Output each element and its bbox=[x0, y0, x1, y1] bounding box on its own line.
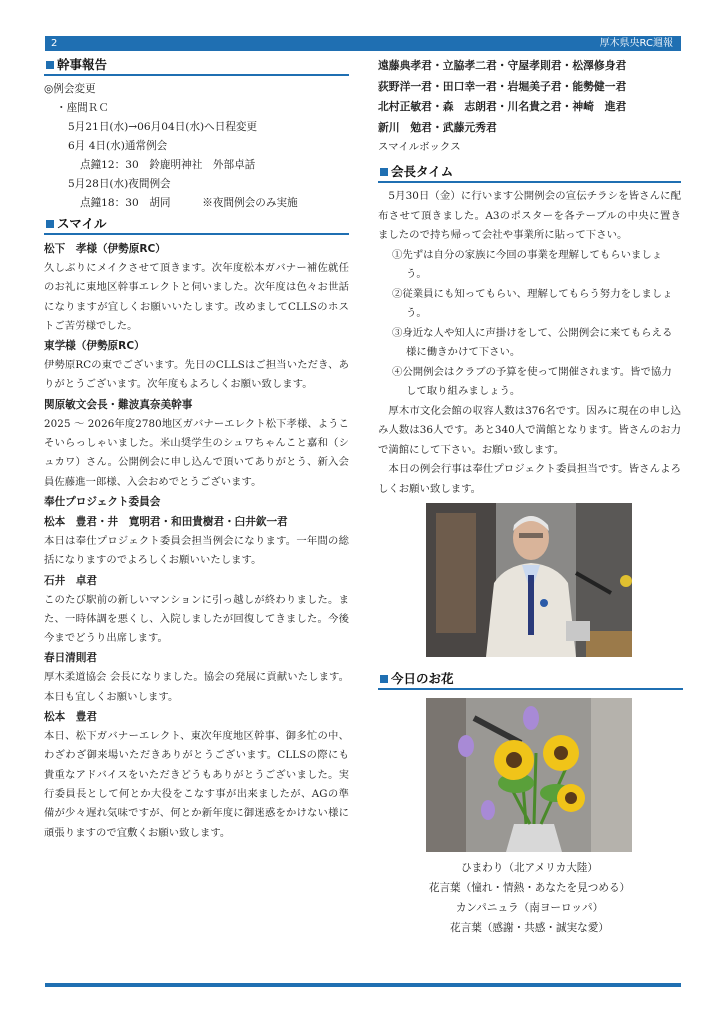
president-para-capacity: 厚木市文化会館の収容人数は376名です。因みに現在の申し込み人数は36人です。あと340人で満館となります。皆さんのお力で満館にして下さい。お願い致します。 bbox=[378, 404, 681, 456]
smile-text: 久しぶりにメイクさせて頂きます。次年度松本ガバナー補佐就任のお礼に東地区幹事エレクトと伺いました。次年度は色々お世話になりますが宜しくお願いいたします。改めましてCLLSのホストご苦労様でした。 bbox=[44, 262, 349, 332]
flower-caption: 花言葉（感謝・共感・誠実な愛） bbox=[450, 922, 609, 934]
todays-flower-heading: 今日のお花 bbox=[378, 670, 683, 690]
smile-text: 本日は奉仕プロジェクト委員会担当例会になります。一年間の総括になりますのでよろしくお願いいたします。 bbox=[44, 534, 349, 567]
names-line: 北村正敏君・森 志朗君・川名貴之君・神崎 進君 bbox=[378, 100, 627, 113]
right-column bbox=[378, 56, 681, 499]
president-item: ①先ずは自分の家族に今回の事業を理解してもらいましょう。 bbox=[392, 248, 663, 280]
smile-name: 東学様（伊勢原RC） bbox=[44, 340, 145, 353]
page-number: 2 bbox=[51, 38, 58, 49]
president-item: ③身近な人や知人に声掛けをして、公開例会に来てもらえる様に働きかけて下さい。 bbox=[392, 326, 673, 358]
names-line: 新川 勉君・武藤元秀君 bbox=[378, 120, 497, 134]
president-para-today: 本日の例会行事は奉仕プロジェクト委員担当です。皆さんよろしくお願い致します。 bbox=[378, 463, 681, 495]
smile-text: 2025 ～ 2026年度2780地区ガバナーエレクト松下孝様、ようこそいらっしゃいました。米山奨学生のシュワちゃんこと嘉和（シュカワ）さん。公開例会に申し込んで頂いてありがとう、新入会員佐藤進一郎様、入会おめでとうございます。 bbox=[44, 417, 349, 488]
kanji-line: 5月21日(水)→06月04日(水)へ日程変更 bbox=[68, 121, 258, 133]
kanji-line: 6月 4日(水)通常例会 bbox=[68, 140, 168, 152]
square-bullet-icon bbox=[46, 61, 54, 69]
smile-name: 奉仕プロジェクト委員会 bbox=[44, 495, 161, 508]
president-item: ②従業員にも知ってもらい、理解してもらう努力をしましょう。 bbox=[392, 287, 673, 319]
president-list bbox=[378, 246, 681, 402]
flower-captions bbox=[378, 858, 681, 938]
kanji-line: 点鐘18：30 胡同 ※夜間例会のみ実施 bbox=[80, 197, 298, 209]
flower-caption: ひまわり（北アメリカ大陸） bbox=[461, 862, 598, 874]
president-intro: 5月30日（金）に行います公開例会の宣伝チラシを皆さんに配布させて頂きました。A3のポスターを各テーブルの中央に置きましたので持ち帰って会社や事業所に貼って下さい。 bbox=[378, 190, 681, 241]
smile-name: 松下 孝様（伊勢原RC） bbox=[44, 243, 166, 255]
smile-name: 松本 豊君 bbox=[44, 711, 97, 724]
kanji-line: 5月28日(水)夜間例会 bbox=[68, 178, 171, 190]
smile-text: 伊勢原RCの東でございます。先日のCLLSはご担当いただき、ありがとうございます。次年度もよろしくお願い致します。 bbox=[44, 359, 349, 391]
smile-name: 関原敏文会長・難波真奈美幹事 bbox=[44, 398, 193, 411]
smile-heading: スマイル bbox=[44, 215, 349, 235]
kanji-line: ◎例会変更 bbox=[44, 83, 96, 95]
names-line: 遠藤典孝君・立脇孝二君・守屋孝則君・松澤修身君 bbox=[378, 59, 627, 72]
president-item: ④公開例会はクラブの予算を使って開催されます。皆で協力して取り組みましょう。 bbox=[392, 365, 672, 397]
names-line: 荻野洋一君・田口幸一君・岩堀美子君・能勢健一君 bbox=[378, 79, 627, 93]
flower-caption: 花言葉（憧れ・情熱・あなたを見つめる） bbox=[428, 882, 631, 894]
flower-caption: カンパニュラ（南ヨーロッパ） bbox=[455, 902, 604, 914]
kanji-report-heading: 幹事報告 bbox=[44, 56, 349, 76]
flower-photo-illustration bbox=[426, 698, 632, 852]
left-column bbox=[44, 56, 349, 843]
president-time-heading: 会長タイム bbox=[378, 163, 681, 183]
speaker-photo bbox=[426, 503, 632, 657]
kanji-line: 点鐘12：30 鈴鹿明神社 外部卓話 bbox=[80, 159, 256, 171]
square-bullet-icon bbox=[380, 168, 388, 176]
flower-photo bbox=[426, 698, 632, 852]
square-bullet-icon bbox=[46, 220, 54, 228]
smile-name: 春日清則君 bbox=[44, 652, 97, 665]
speaker-photo-illustration bbox=[426, 503, 632, 657]
square-bullet-icon bbox=[380, 675, 388, 683]
kanji-line: ・座間ＲＣ bbox=[56, 102, 109, 114]
smile-name: 松本 豊君・井 寛明君・和田貴樹君・臼井欽一君 bbox=[44, 515, 288, 528]
smile-name: 石井 卓君 bbox=[44, 574, 97, 587]
header-bar bbox=[45, 36, 681, 51]
smile-text: このたび駅前の新しいマンションに引っ越しが終わりました。また、一時体調を悪くし、入院しましたが回復してきました。今後今までどうり出席します。 bbox=[44, 593, 349, 645]
smile-text: 本日、松下ガバナーエレクト、東次年度地区幹事、御多忙の中、わざわざ御来場いただきありがとうございます。CLLSの際にも貴重なアドバイスをいただきどうもありがとうございました。実行委員長として何とか大役をこなす事が出来ましたが、AGの準備が少々遅れ気味ですが、何とか新年度に御迷惑をかけない様に頑張りますので宜敷くお願い致します。 bbox=[44, 730, 349, 839]
smile-text: 厚木柔道協会 会長になりました。協会の発展に貢献いたします。本日も宜しくお願いします。 bbox=[44, 671, 349, 703]
smile-box-label: スマイルボックス bbox=[378, 141, 461, 153]
newsletter-name: 厚木県央RC週報 bbox=[599, 38, 673, 49]
footer-bar bbox=[45, 983, 681, 987]
